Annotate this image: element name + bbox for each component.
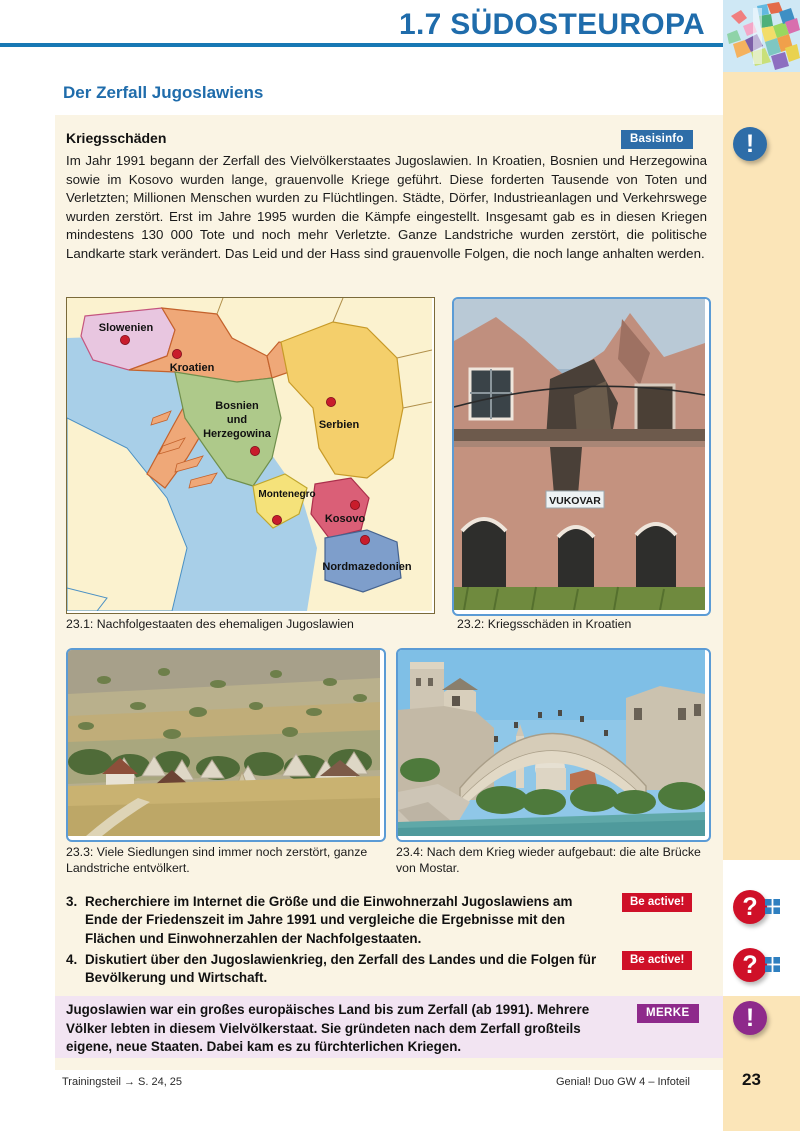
figure-caption: 23.4: Nach dem Krieg wieder aufgebaut: die alte Brücke von Mostar. (396, 845, 701, 875)
windows-grid-icon (765, 957, 780, 972)
header-rule (0, 43, 723, 47)
section-heading: Kriegsschäden (66, 130, 167, 146)
exercise-item: Diskutiert über den Jugoslawienkrieg, den Zerfall des Landes und die Folgen für Bevölkerung und Wirtschaft. (85, 952, 597, 986)
question-red-icon: ? (733, 948, 767, 982)
windows-grid-icon (765, 899, 780, 914)
svg-text:Kroatien: Kroatien (169, 362, 215, 374)
figure-photo-destroyed-village (66, 648, 386, 842)
svg-text:Bosnien: Bosnien (215, 400, 259, 412)
body-paragraph: Im Jahr 1991 begann der Zerfall des Vielvölkerstaates Jugoslawien. In Kroatien, Bosnien und Herzegowina sowie im Kosovo wurden lange, grauenvolle Kriege geführt. Diese forderten Tausende von Toten und Verletzten; Millionen Menschen wurden zu Flüchtlingen. Städte, Dörfer, Industrieanlagen und Verkehrswege wurden zerstört. Erst im Jahre 1995 wurden die Kämpfe eingestellt. Insgesamt gab es in diesen Kriegen mindestens 130 000 Tote und noch mehr Verletzte. Ganze Landstriche wurden zerstört, die politische Landkarte stark verändert. Das Leid und der Hass sind grauenvolle Folgen, die noch lange anhalten werden. (66, 153, 707, 261)
figure-caption: 23.1: Nachfolgestaaten des ehemaligen Jugoslawien (66, 617, 354, 631)
svg-text:Slowenien: Slowenien (98, 322, 154, 334)
exclamation-purple-icon: ! (733, 1001, 767, 1035)
photo-sign-text: VUKOVAR (549, 495, 601, 507)
figure-caption: 23.3: Viele Siedlungen sind immer noch zerstört, ganze Landstriche entvölkert. (66, 845, 368, 875)
svg-text:Nordmazedonien: Nordmazedonien (322, 561, 412, 573)
exclamation-blue-icon: ! (733, 127, 767, 161)
europe-map-thumbnail-icon (723, 0, 800, 72)
basisinfo-badge: Basisinfo (621, 130, 693, 149)
svg-text:und: und (226, 414, 248, 426)
svg-text:Kosovo: Kosovo (324, 513, 366, 525)
be-active-badge: Be active! (622, 951, 692, 970)
figure-photo-ruin-vukovar (452, 297, 711, 616)
page-title: 1.7 SÜDOSTEUROPA (399, 8, 705, 41)
footer-center-note: Genial! Duo GW 4 – Infoteil (556, 1076, 690, 1088)
merke-text: Jugoslawien war ein großes europäisches Land bis zum Zerfall (ab 1991). Mehrere Völker lebten in diesem Vielvölkerstaat. Sie gründeten nach dem Zerfall großteils eigene, neue Staaten. Dabei kam es zu fürchterlichen Kriegen. (66, 1002, 590, 1055)
be-active-badge: Be active! (622, 893, 692, 912)
exercise-number: 3. (66, 894, 78, 909)
svg-text:Serbien: Serbien (318, 419, 360, 431)
question-red-icon: ? (733, 890, 767, 924)
figure-map-yugoslavia (66, 297, 435, 614)
exercise-item: Recherchiere im Internet die Größe und die Einwohnerzahl Jugoslawiens am Ende der Friedenszeit im Jahre 1991 und vergleiche die Ergebnisse mit den Flächen und Einwohnerzahlen der Nachfolgestaaten. (85, 894, 573, 946)
merke-badge: MERKE (637, 1004, 699, 1023)
footer-left-note: Trainingsteil → S. 24, 25 (62, 1076, 183, 1088)
svg-text:Montenegro: Montenegro (258, 489, 316, 500)
exercise-number: 4. (66, 952, 78, 967)
figure-photo-mostar-bridge (396, 648, 711, 842)
svg-text:Herzegowina: Herzegowina (203, 428, 271, 440)
page-number: 23 (742, 1070, 761, 1089)
page-heading: Der Zerfall Jugoslawiens (63, 83, 264, 102)
figure-caption: 23.2: Kriegsschäden in Kroatien (457, 617, 632, 631)
